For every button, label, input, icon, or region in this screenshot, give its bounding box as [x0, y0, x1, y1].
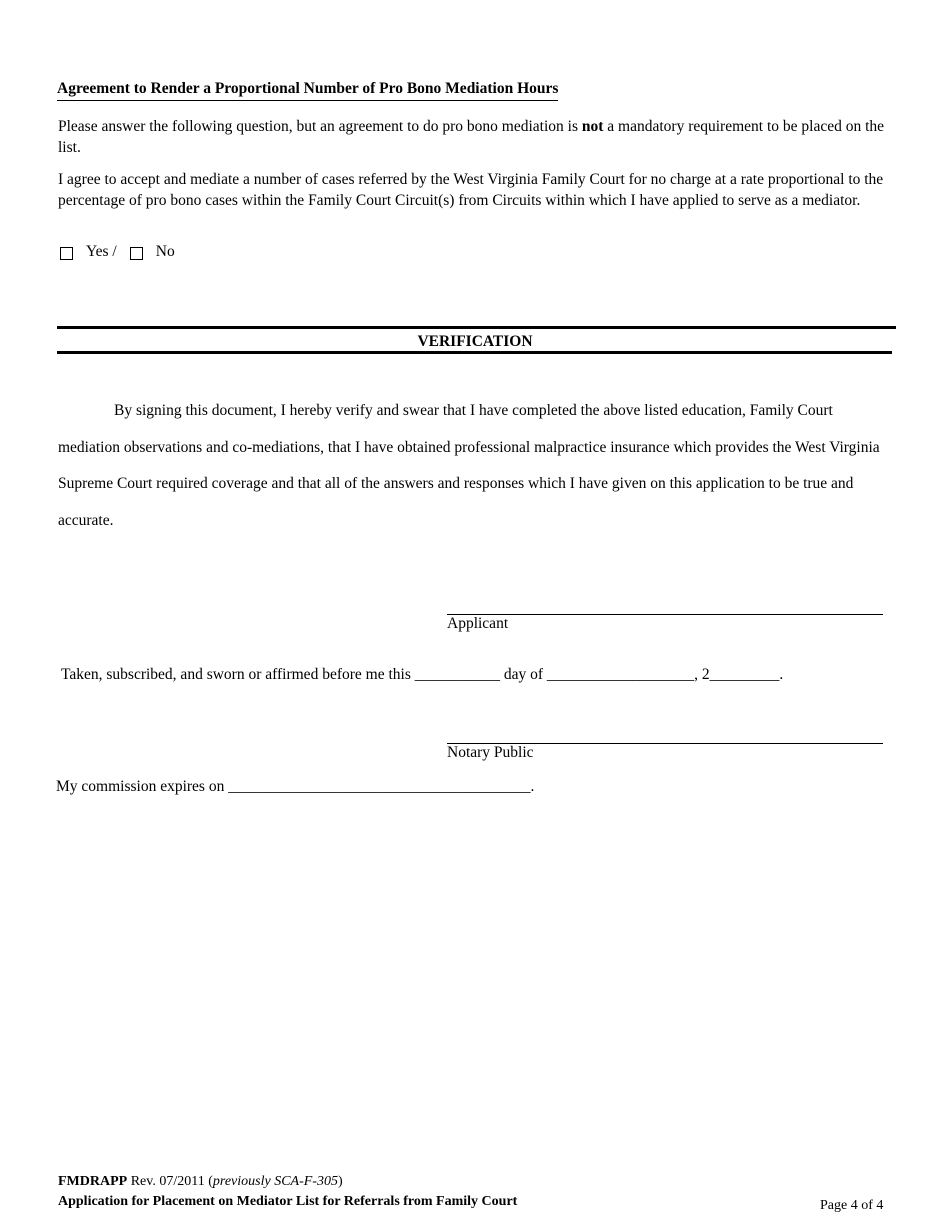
- pro-bono-answer: [60, 242, 175, 262]
- footer-previous-code: previously SCA-F-305: [212, 1174, 338, 1189]
- verification-text: By signing this document, I hereby verify and swear that I have completed the above listed education, Family Court mediation observations and co-mediations, that I have obtained professional malpractice insurance which provides the West Virginia Supreme Court required coverage and that all of the answers and responses which I have given on this application to be true and accurate.: [58, 402, 880, 529]
- footer-close-paren: ): [337, 1174, 343, 1189]
- footer-form-revision: [58, 1172, 343, 1192]
- no-checkbox[interactable]: [130, 247, 143, 260]
- yes-checkbox[interactable]: [60, 247, 73, 260]
- footer-form-title: Application for Placement on Mediator List for Referrals from Family Court: [58, 1194, 518, 1209]
- verification-top-rule: [57, 326, 896, 329]
- pro-bono-intro: [58, 117, 898, 158]
- verification-title: VERIFICATION: [417, 333, 533, 350]
- applicant-signature-line: [447, 614, 883, 615]
- page-number: Page 4 of 4: [820, 1198, 884, 1213]
- sworn-statement: Taken, subscribed, and sworn or affirmed before me this ___________ day of ___________________, 2_________.: [61, 666, 784, 683]
- yes-label: Yes /: [86, 243, 117, 260]
- intro-text-bold: not: [581, 118, 604, 135]
- no-label: No: [155, 243, 175, 260]
- intro-text-after: a mandatory requirement to be placed on the list.: [58, 118, 885, 156]
- pro-bono-agreement-text: I agree to accept and mediate a number of cases referred by the West Virginia Family Court for no charge at a rate proportional to the percentage of pro bono cases within the Family Court Circuit(s) from Circuits within which I have applied to serve as a mediator.: [58, 171, 884, 209]
- applicant-label: Applicant: [447, 615, 509, 632]
- notary-label: Notary Public: [447, 744, 534, 761]
- section-heading-pro-bono: Agreement to Render a Proportional Number of Pro Bono Mediation Hours: [57, 79, 558, 101]
- footer-revision: Rev. 07/2011 (: [127, 1174, 213, 1189]
- intro-text-before: Please answer the following question, but an agreement to do pro bono mediation is: [58, 118, 582, 135]
- footer-form-code: FMDRAPP: [58, 1174, 128, 1189]
- verification-bottom-rule: [57, 351, 892, 354]
- commission-expiry: My commission expires on _______________________________________.: [56, 778, 535, 795]
